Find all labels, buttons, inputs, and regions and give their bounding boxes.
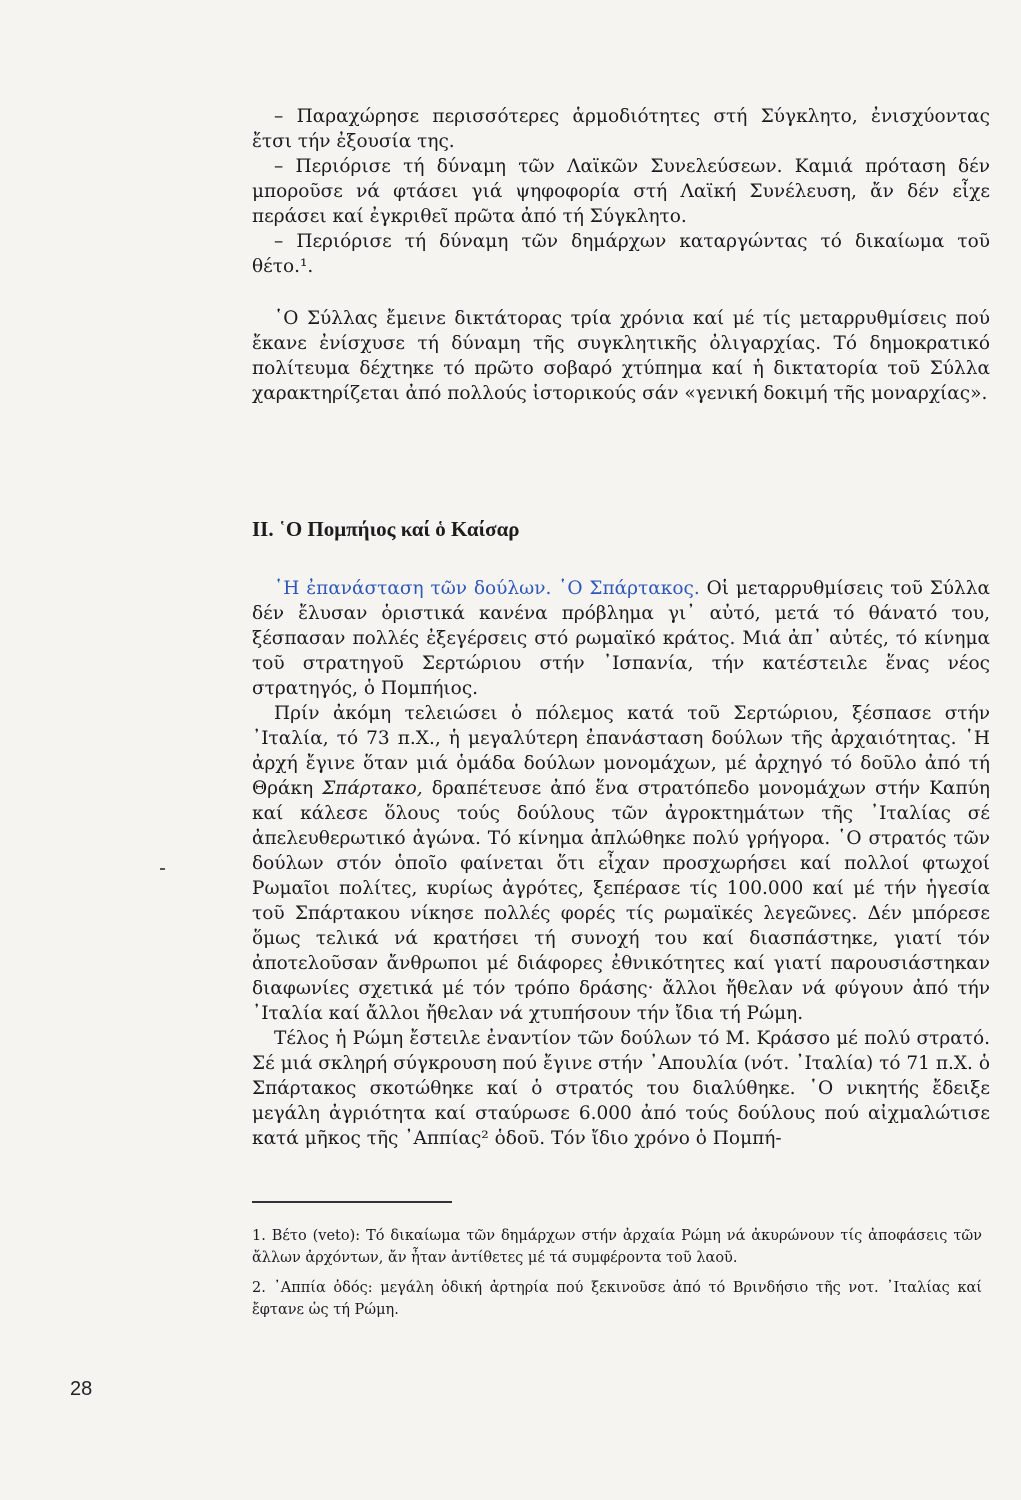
sulla-paragraph: ῾Ο Σύλλας ἔμεινε δικτάτορας τρία χρόνια καί μέ τίς μεταρρυθμίσεις πού ἔκανε ἐνίσχυσε τή δύναμη τῆς συγκλητικῆς ὀλιγαρχίας. Τό δημοκρατικό πολίτευμα δέχτηκε τό πρῶτο σοβαρό χτύπημα καί ἡ δικτατορία τοῦ Σύλλα χαρακτηρίζεται ἀπό πολλούς ἱστορικούς σάν «γενική δοκιμή τῆς μοναρχίας». xyxy=(252,308,990,404)
footnote-divider xyxy=(252,1201,452,1203)
footnote-1: 1. Βέτο (veto): Τό δικαίωμα τῶν δημάρχων στήν ἀρχαία Ρώμη νά ἀκυρώνουν τίς ἀποφάσεις τῶν ἄλλων ἀρχόντων, ἄν ἦταν ἀντίθετες μέ τά συμφέροντα τοῦ λαοῦ. xyxy=(252,1228,982,1266)
spartacus-section xyxy=(252,576,990,1151)
margin-mark xyxy=(160,868,165,870)
spartacus-paragraph-2-text-b: δραπέτευσε ἀπό ἕνα στρατόπεδο μονομάχων στήν Καπύη καί κάλεσε ὅλους τούς δούλους τῶν ἀγροκτημάτων τῆς ᾽Ιταλίας σέ ἀπελευθερωτικό ἀγώνα. Τό κίνημα ἀπλώθηκε πολύ γρήγορα. ῾Ο στρατός τῶν δούλων στόν ὁποῖο φαίνεται ὅτι εἶχαν προσχωρήσει καί πολλοί φτωχοί Ρωμαῖοι πολίτες, κυρίως ἀγρότες, ξεπέρασε τίς 100.000 καί μέ τήν ἡγεσία τοῦ Σπάρτακου νίκησε πολλές φορές τίς ρωμαϊκές λεγεῶνες. Δέν μπόρεσε ὅμως τελικά νά κρατήσει τή συνοχή του καί διασπάστηκε, γιατί τόν ἀποτελοῦσαν ἄνθρωποι μέ διάφορες ἐθνικότητες καί γιατί παρουσιάστηκαν διαφωνίες σχετικά μέ τόν τρόπο δράσης· ἄλλοι ἤθελαν νά φύγουν ἀπό τήν ᾽Ιταλία καί ἄλλοι ἤθελαν νά χτυπήσουν τήν ἴδια τή Ρώμη. xyxy=(252,778,991,1024)
sulla-paragraph-block xyxy=(252,306,990,406)
footnote-2: 2. ᾽Αππία ὁδός: μεγάλη ὁδική ἀρτηρία πού ξεκινοῦσε ἀπό τό Βρινδήσιο τῆς νοτ. ᾽Ιταλίας καί ἔφτανε ὡς τή Ρώμη. xyxy=(252,1280,982,1318)
footnotes xyxy=(252,1225,982,1329)
reform-item: – Παραχώρησε περισσότερες ἁρμοδιότητες στή Σύγκλητο, ἐνισχύοντας ἔτσι τήν ἐξουσία της. xyxy=(252,106,990,152)
reform-list xyxy=(252,104,990,279)
spartacus-paragraph-2-text-a: Πρίν ἀκόμη τελειώσει ὁ πόλεμος κατά τοῦ Σερτώριου, ξέσπασε στήν ᾽Ιταλία, τό 73 π.Χ., ἡ μεγαλύτερη ἐπανάσταση δούλων τῆς ἀρχαιότητας. ῾Η ἀρχή ἔγινε ὅταν μιά ὁμάδα δούλων μονομάχων, μέ ἀρχηγό τό δοῦλο ἀπό τή Θράκη xyxy=(252,703,990,799)
spartacus-paragraph-3: Τέλος ἡ Ρώμη ἔστειλε ἐναντίον τῶν δούλων τό Μ. Κράσσο μέ πολύ στρατό. Σέ μιά σκληρή σύγκρουση πού ἔγινε στήν ᾽Απουλία (νότ. ᾽Ιταλία) τό 71 π.Χ. ὁ Σπάρτακος σκοτώθηκε καί ὁ στρατός του διαλύθηκε. ῾Ο νικητής ἔδειξε μεγάλη ἀγριότητα καί σταύρωσε 6.000 ἀπό τούς δούλους πού αἰχμαλώτισε κατά μῆκος τῆς ᾽Αππίας² ὁδοῦ. Τόν ἴδιο χρόνο ὁ Πομπή- xyxy=(252,1028,990,1149)
spartacus-paragraph-1-text: Οἱ μεταρρυθμίσεις τοῦ Σύλλα δέν ἔλυσαν ὁριστικά κανένα πρόβλημα γι᾽ αὐτό, μετά τό θάνατό του, ξέσπασαν πολλές ἐξεγέρσεις στό ρωμαϊκό κράτος. Μιά ἀπ᾽ αὐτές, τό κίνημα τοῦ στρατηγοῦ Σερτώριου στήν ᾽Ισπανία, τήν κατέστειλε ἕνας νέος στρατηγός, ὁ Πομπήιος. xyxy=(252,578,990,699)
page-number: 28 xyxy=(70,1378,93,1400)
section-heading: ΙΙ. ῾Ο Πομπήιος καί ὁ Καίσαρ xyxy=(252,517,520,541)
spartacus-subheading: ῾Η ἐπανάσταση τῶν δούλων. ῾Ο Σπάρτακος. xyxy=(274,578,700,599)
reform-item: – Περιόρισε τή δύναμη τῶν Λαϊκῶν Συνελεύσεων. Καμιά πρόταση δέν μποροῦσε νά φτάσει γιά ψηφοφορία στή Λαϊκή Συνέλευση, ἄν δέν εἶχε περάσει καί ἐγκριθεῖ πρῶτα ἀπό τή Σύγκλητο. xyxy=(252,156,990,227)
spartacus-name-italic: Σπάρτακο, xyxy=(322,778,423,799)
spartacus-paragraph-2 xyxy=(252,701,990,1026)
reform-item: – Περιόρισε τή δύναμη τῶν δημάρχων καταργώντας τό δικαίωμα τοῦ θέτο.¹. xyxy=(252,231,990,277)
spartacus-paragraph-1 xyxy=(252,576,990,701)
